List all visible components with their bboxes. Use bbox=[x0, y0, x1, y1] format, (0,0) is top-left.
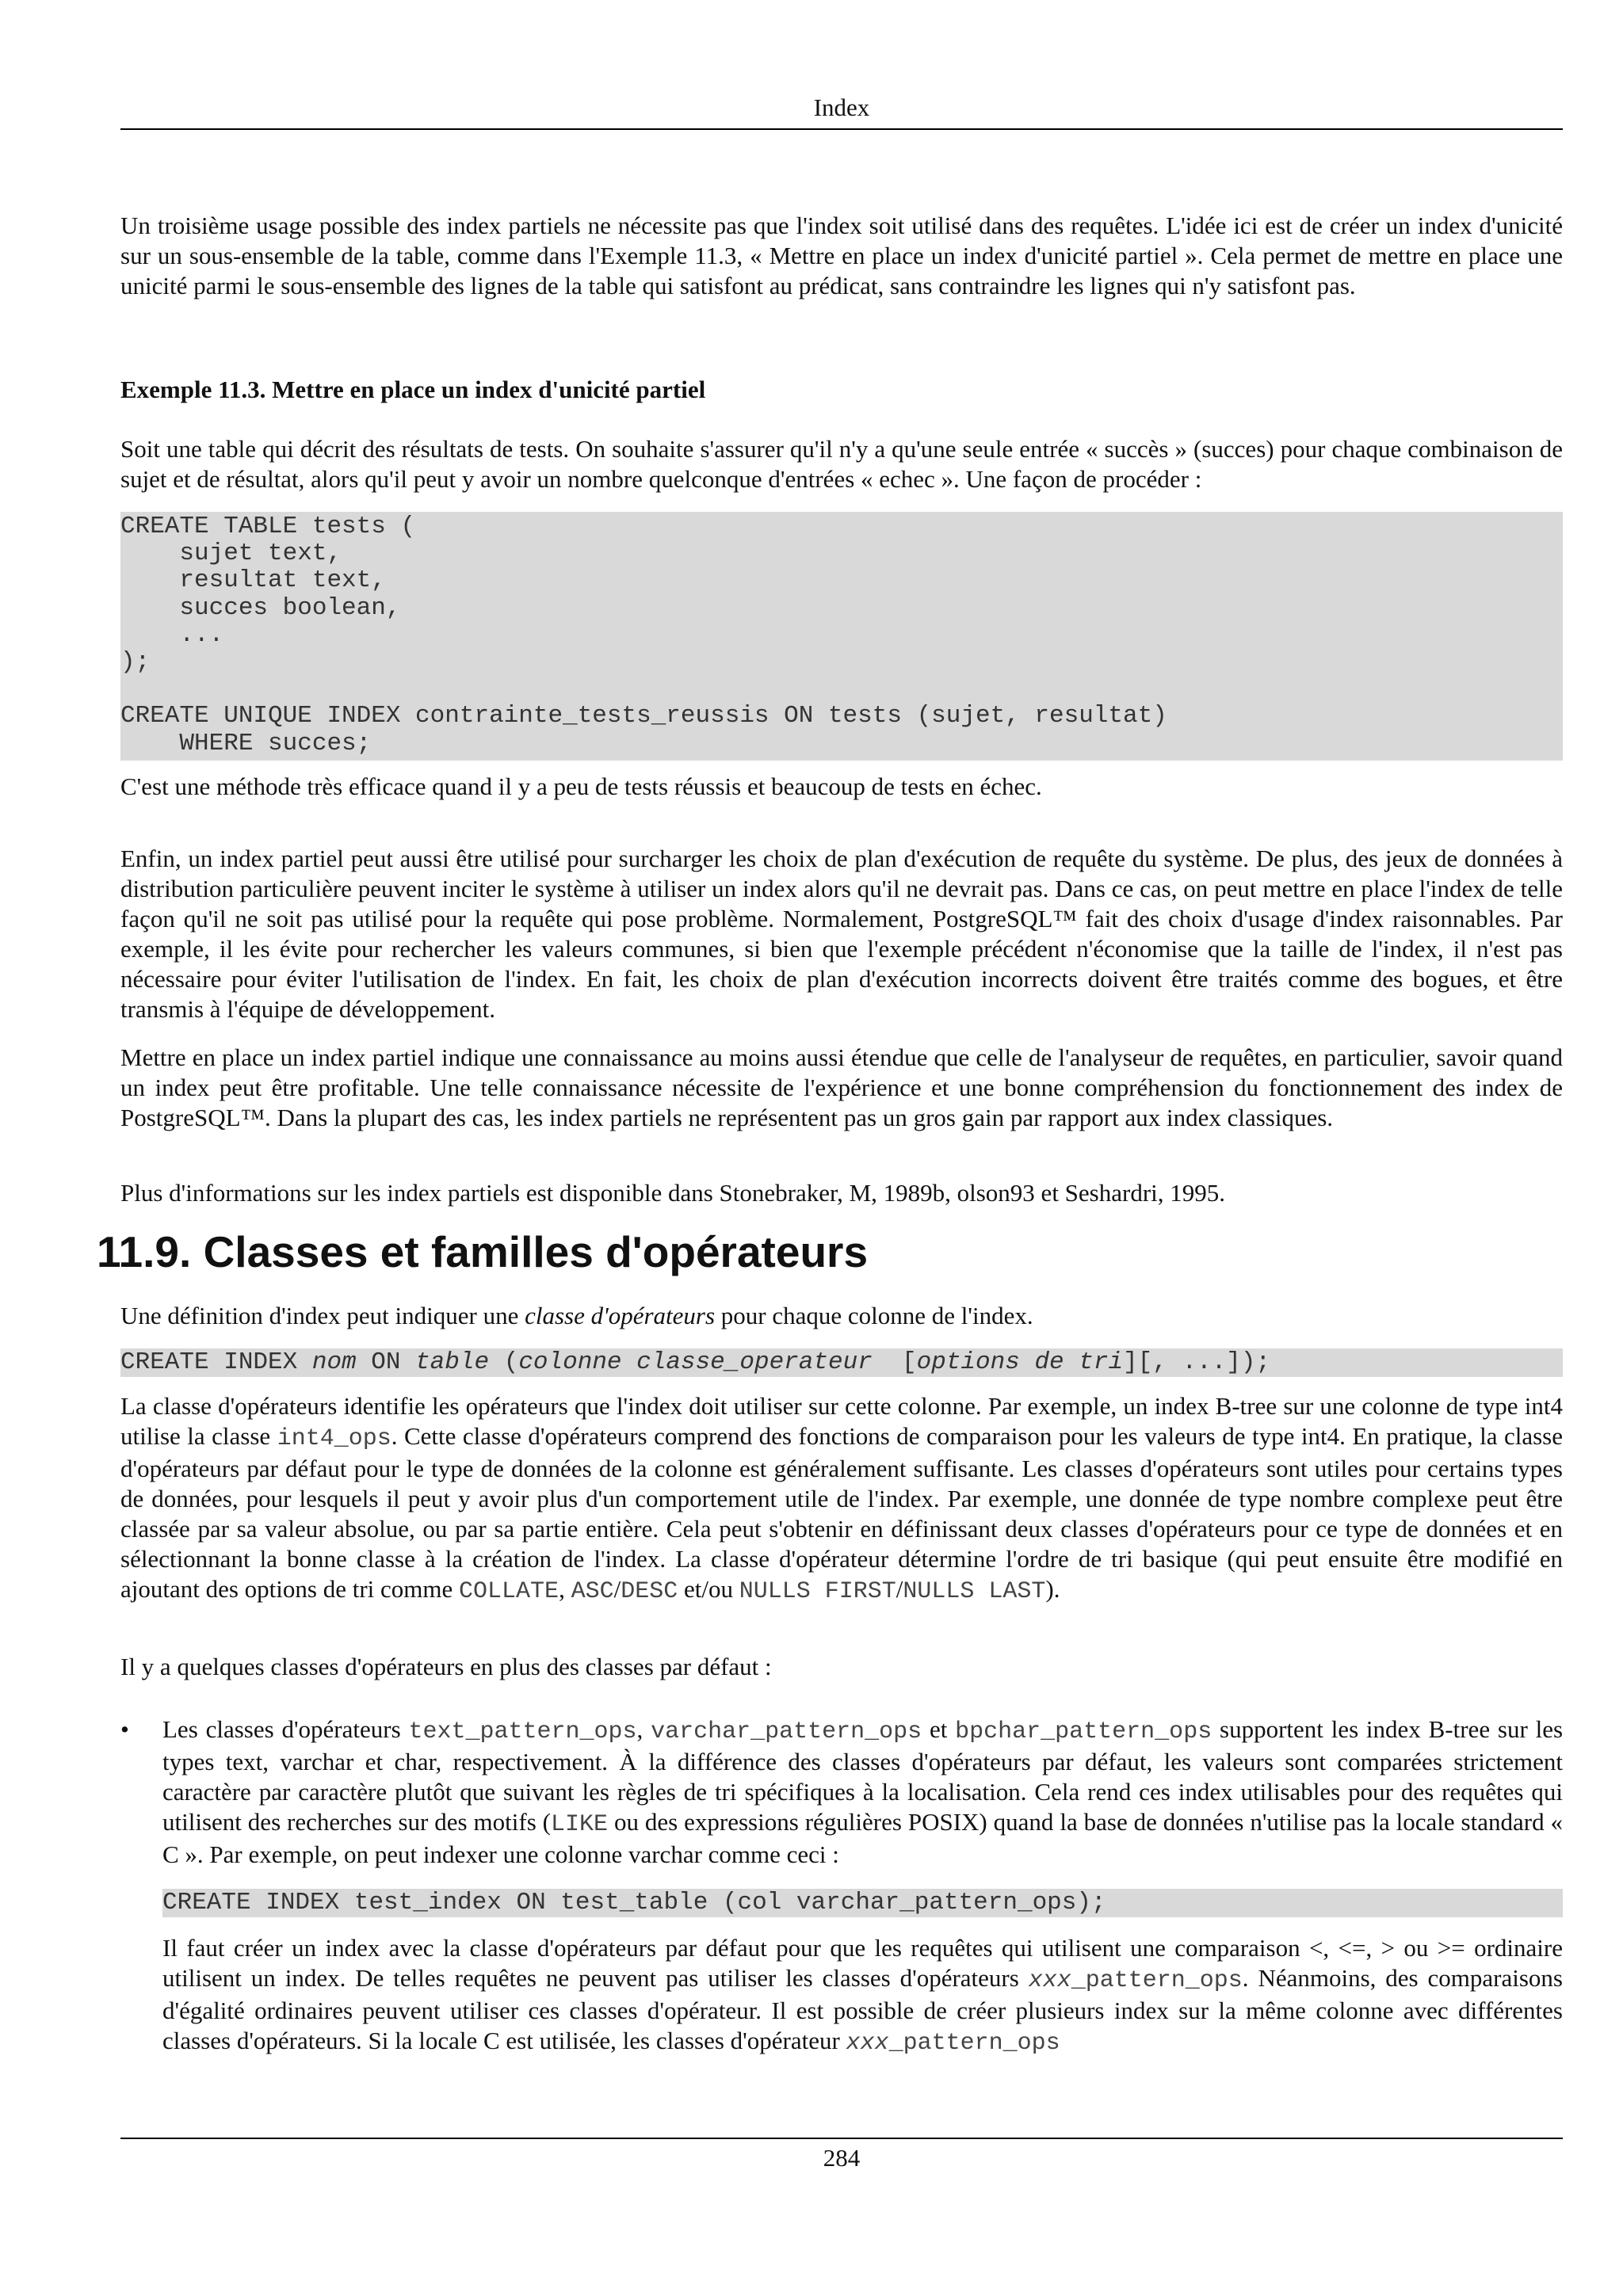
example-title: Exemple 11.3. Mettre en place un index d'unicité partiel bbox=[120, 376, 706, 403]
page-number: 284 bbox=[823, 2144, 861, 2172]
bullet-paragraph: Les classes d'opérateurs text_pattern_ops, varchar_pattern_ops et bpchar_pattern_ops supportent les index B-tree sur les types text, varchar et char, respectivement. À la différence des classes d'opérateurs par défaut, les valeurs sont comparées strictement caractère par caractère plutôt que suivant les règles de tri spécifiques à la localisation. Cela rend ces index utilisables pour des requêtes qui utilisent des recherches sur des motifs (LIKE ou des expressions régulières POSIX) quand la base de données n'utilise pas la locale standard « C ». Par exemple, on peut indexer une colonne varchar comme ceci : bbox=[162, 1715, 1564, 1868]
example-conclusion: C'est une méthode très efficace quand il y a peu de tests réussis et beaucoup de tests en échec. bbox=[120, 772, 1042, 800]
document-page bbox=[97, 0, 1564, 2172]
paragraph-references: Plus d'informations sur les index partiels est disponible dans Stonebraker, M, 1989b, olson93 et Seshardri, 1995. bbox=[120, 1179, 1226, 1207]
paragraph-extra-classes: Il y a quelques classes d'opérateurs en plus des classes par défaut : bbox=[120, 1653, 772, 1680]
paragraph-knowledge: Mettre en place un index partiel indique une connaissance au moins aussi étendue que celle de l'analyseur de requêtes, en particulier, savoir quand un index peut être profitable. Une telle connaissance nécessite de l'expérience et une bonne compréhension du fonctionnement des index de PostgreSQL™. Dans la plupart des cas, les index partiels ne représentent pas un gros gain par rapport aux index classiques. bbox=[120, 1043, 1563, 1131]
example-description: Soit une table qui décrit des résultats de tests. On souhaite s'assurer qu'il n'y a qu'une seule entrée « succès » (succes) pour chaque combinaison de sujet et de résultat, alors qu'il peut y avoir un nombre quelconque d'entrées « echec ». Une façon de procéder : bbox=[120, 435, 1563, 493]
bullet-code-block: CREATE INDEX test_index ON test_table (col varchar_pattern_ops); bbox=[162, 1889, 1563, 1917]
paragraph-operator-class: La classe d'opérateurs identifie les opérateurs que l'index doit utiliser sur cette colonne. Par exemple, un index B-tree sur une colonne de type int4 utilise la classe int4_ops. Cette classe d'opérateurs comprend des fonctions de comparaison pour les valeurs de type int4. En pratique, la classe d'opérateurs par défaut pour le type de données de la colonne est généralement suffisante. Les classes d'opérateurs sont utiles pour certains types de données, pour lesquels il peut y avoir plus d'un comportement utile de l'index. Par exemple, une donnée de type nombre complexe peut être classée par sa valeur absolue, ou par sa partie entière. Cela peut s'obtenir en définissant deux classes d'opérateurs pour ce type de données et en sélectionnant la bonne classe à la création de l'index. La classe d'opérateur détermine l'ordre de tri basique (qui peut ensuite être modifié en ajoutant des options de tri comme COLLATE, ASC/DESC et/ou NULLS FIRST/NULLS LAST). bbox=[120, 1392, 1563, 1605]
intro-paragraph: Un troisième usage possible des index partiels ne nécessite pas que l'index soit utilisé dans des requêtes. L'idée ici est de créer un index d'unicité sur un sous-ensemble de la table, comme dans l'Exemple 11.3, « Mettre en place un index d'unicité partiel ». Cela permet de mettre en place une unicité parmi le sous-ensemble des lignes de la table qui satisfont au prédicat, sans contraindre les lignes qui n'y satisfont pas. bbox=[120, 212, 1563, 299]
bullet-pattern-ops bbox=[120, 1714, 1563, 2058]
running-header: Index bbox=[813, 93, 870, 121]
example-code-block: CREATE TABLE tests ( sujet text, resultat text, succes boolean, ... ); CREATE UNIQUE INDEX contrainte_tests_reussis ON tests (sujet, resultat) WHERE succes; bbox=[120, 512, 1563, 761]
header-rule bbox=[120, 128, 1563, 130]
section-title: 11.9. Classes et familles d'opérateurs bbox=[97, 1227, 869, 1276]
footer-rule bbox=[120, 2138, 1563, 2139]
syntax-code-line: CREATE INDEX nom ON table (colonne classe_operateur [options de tri][, ...]); bbox=[120, 1348, 1563, 1377]
bullet-paragraph-2: Il faut créer un index avec la classe d'opérateurs par défaut pour que les requêtes qui utilisent une comparaison <, <=, > ou >= ordinaire utilisent un index. De telles requêtes ne peuvent pas utiliser les classes d'opérateurs xxx_pattern_ops. Néanmoins, des comparaisons d'égalité ordinaires peuvent utiliser ces classes d'opérateur. Il est possible de créer plusieurs index sur la même colonne avec différentes classes d'opérateurs. Si la locale C est utilisée, les classes d'opérateur xxx_pattern_ops bbox=[162, 1934, 1563, 2057]
bullet-symbol: • bbox=[120, 1715, 129, 1743]
section-intro: Une définition d'index peut indiquer une classe d'opérateurs pour chaque colonne de l'index. bbox=[120, 1302, 1033, 1329]
paragraph-plan-override: Enfin, un index partiel peut aussi être utilisé pour surcharger les choix de plan d'exécution de requête du système. De plus, des jeux de données à distribution particulière peuvent inciter le système à utiliser un index alors qu'il ne devrait pas. Dans ce cas, on peut mettre en place l'index de telle façon qu'il ne soit pas utilisé pour la requête qui pose problème. Normalement, PostgreSQL™ fait des choix d'usage d'index raisonnables. Par exemple, il les évite pour rechercher les valeurs communes, si bien que l'exemple précédent n'économise que la taille de l'index, il n'est pas nécessaire pour éviter l'utilisation de l'index. En fait, les choix de plan d'exécution incorrects doivent être traités comme des bogues, et être transmis à l'équipe de développement. bbox=[120, 845, 1563, 1023]
term-operator-class: classe d'opérateurs bbox=[525, 1302, 716, 1329]
